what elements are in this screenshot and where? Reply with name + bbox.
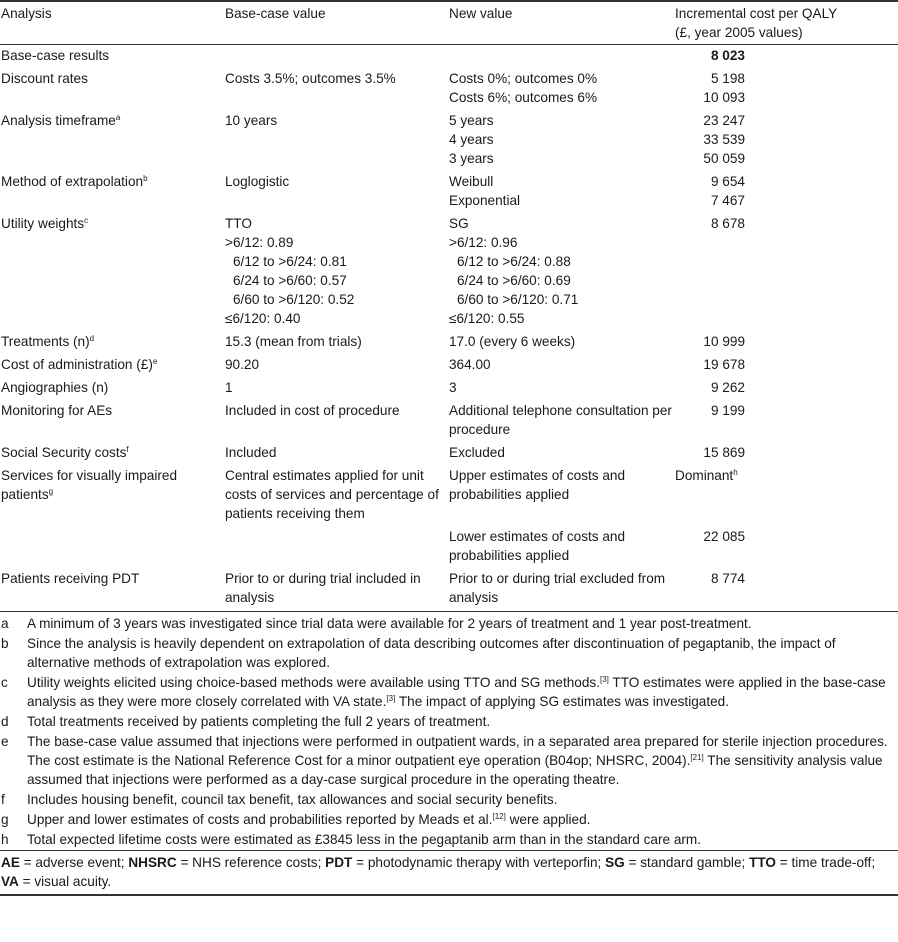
utility-line: 6/60 to >6/120: 0.52 [233, 292, 355, 307]
footnote-letter: g [1, 812, 9, 827]
footnote-text [27, 732, 898, 789]
footnote-letter: e [1, 734, 9, 749]
cell-new: Upper estimates of costs and probabilities applied [449, 468, 626, 502]
cell-empty [224, 45, 448, 69]
footnote-ref: g [48, 487, 54, 496]
table-row-services-lower [0, 526, 898, 568]
utility-line: 6/24 to >6/60: 0.69 [457, 273, 571, 288]
cell-base: Central estimates applied for unit costs of services and percentage of patients receiving them [225, 468, 439, 521]
table-row-base-results [0, 45, 898, 69]
table-row-monitoring [0, 400, 898, 442]
abbreviation: VA [1, 874, 19, 889]
row-label [0, 442, 224, 465]
abbreviation-definition: = adverse event; [19, 855, 129, 870]
utility-line: 6/60 to >6/120: 0.71 [457, 292, 579, 307]
cell-base: 1 [225, 380, 233, 395]
new-value-line: Exponential [449, 193, 521, 208]
new-value-line: Weibull [449, 174, 494, 189]
footnote-c [0, 673, 898, 711]
icer-value: 8 678 [710, 216, 745, 231]
abbreviation: NHSRC [128, 855, 177, 870]
icer-value: 9 199 [710, 403, 745, 418]
icer-value: 50 059 [703, 151, 745, 166]
footnote-text: Total expected lifetime costs were estimated as £3845 less in the pegaptanib arm than in the standard care arm. [27, 832, 702, 847]
row-label [0, 331, 224, 354]
header-icer-line1: Incremental cost per QALY [675, 6, 838, 21]
table-header-row [0, 1, 898, 45]
footnote-text [27, 810, 898, 829]
row-label: Angiographies (n) [1, 380, 109, 395]
footnote-h [0, 830, 898, 849]
footnote-f [0, 790, 898, 809]
footnote-letter: f [1, 792, 5, 807]
utility-line: TTO [225, 216, 252, 231]
footnote-ref: b [143, 174, 148, 183]
row-label [0, 354, 224, 377]
cell-new [448, 68, 674, 110]
header-icer [674, 1, 898, 45]
footnote-text-part: The sensitivity analysis value assumed that injections were performed as a day-case surgical procedure in the operating theatre. [27, 753, 883, 787]
table-row-utility [0, 213, 898, 331]
icer-value: 7 467 [710, 193, 745, 208]
cell-icer [674, 110, 898, 171]
abbreviation: AE [1, 855, 20, 870]
cell-base: Loglogistic [225, 174, 290, 189]
new-value-line: Costs 6%; outcomes 6% [449, 90, 598, 105]
abbreviation: PDT [325, 855, 353, 870]
icer-value: 23 247 [703, 113, 745, 128]
citation-ref: [3] [386, 694, 396, 703]
table-row-discount [0, 68, 898, 110]
utility-line: >6/12: 0.89 [225, 235, 294, 250]
icer-value: Dominant [675, 468, 734, 483]
icer-value: 8 023 [710, 48, 745, 63]
footnote-text: Total treatments received by patients completing the full 2 years of treatment. [27, 714, 491, 729]
cell-new: Additional telephone consultation per procedure [449, 403, 672, 437]
utility-line: ≤6/120: 0.40 [225, 311, 301, 326]
citation-ref: [3] [600, 675, 609, 684]
label-text: Utility weights [1, 216, 85, 231]
footnote-text: Includes housing benefit, council tax benefit, tax allowances and social security benefits. [27, 792, 558, 807]
icer-value: 9 262 [710, 380, 745, 395]
row-label: Discount rates [1, 71, 88, 86]
cell-icer [674, 45, 898, 69]
table-row-extrapolation [0, 171, 898, 213]
new-value-line: Costs 0%; outcomes 0% [449, 71, 598, 86]
cell-icer [674, 568, 898, 610]
utility-line: ≤6/120: 0.55 [449, 311, 525, 326]
table-row-angiographies [0, 377, 898, 400]
table-row-treatments [0, 331, 898, 354]
footnote-text-part: The impact of applying SG estimates was investigated. [395, 694, 730, 709]
cell-icer [674, 354, 898, 377]
cell-new [448, 213, 674, 331]
label-text: Services for visually impaired patients [1, 468, 178, 502]
cell-icer [674, 526, 898, 568]
footnote-letter: b [1, 636, 9, 651]
label-text: Cost of administration (£) [1, 357, 153, 372]
citation-ref: [12] [492, 812, 506, 821]
new-value-line: 5 years [449, 113, 494, 128]
cell-icer [674, 400, 898, 442]
cell-icer [674, 377, 898, 400]
cell-base: 15.3 (mean from trials) [225, 334, 362, 349]
label-text: Treatments (n) [1, 334, 90, 349]
label-text: Social Security costs [1, 445, 127, 460]
icer-value: 5 198 [710, 71, 745, 86]
footnote-text-part: The base-case value assumed that injections were performed in outpatient wards, in a separated area prepared for sterile injection procedures. The cost estimate is the National Reference Cost for a minor outpatient eye operation (B04op; NHSRC, 2004). [27, 734, 888, 768]
footnote-text: A minimum of 3 years was investigated since trial data were available for 2 years of treatment and 1 year post-treatment. [27, 616, 752, 631]
label-text: Method of extrapolation [1, 174, 144, 189]
cell-base: Included [225, 445, 277, 460]
abbreviation-definition: = visual acuity. [18, 874, 112, 889]
citation-ref: [21] [690, 753, 704, 762]
cell-new: Prior to or during trial excluded from analysis [449, 571, 666, 605]
icer-value: 10 093 [703, 90, 745, 105]
footnote-letter: c [1, 675, 8, 690]
cell-new [448, 171, 674, 213]
abbreviations [0, 850, 898, 892]
utility-line: 6/12 to >6/24: 0.81 [233, 254, 347, 269]
utility-line: 6/24 to >6/60: 0.57 [233, 273, 347, 288]
footnote-ref: h [733, 468, 738, 477]
footnote-ref: a [115, 113, 121, 122]
icer-value: 8 774 [710, 571, 745, 586]
abbreviation-definition: = time trade-off; [776, 855, 876, 870]
footnotes [0, 611, 898, 849]
cell-icer [674, 442, 898, 465]
footnote-letter: d [1, 714, 9, 729]
footnote-letter: a [1, 616, 9, 631]
row-label: Patients receiving PDT [1, 571, 140, 586]
cell-base [224, 213, 448, 331]
cell-icer [674, 465, 898, 526]
abbreviation-definition: = standard gamble; [624, 855, 750, 870]
footnote-e [0, 732, 898, 789]
cell-icer [674, 331, 898, 354]
cell-base: Prior to or during trial included in analysis [225, 571, 421, 605]
footnote-ref: c [84, 216, 89, 225]
cell-new: Lower estimates of costs and probabilities applied [449, 529, 626, 563]
cell-new [448, 110, 674, 171]
cell-empty [0, 526, 224, 568]
cell-icer [674, 213, 898, 331]
header-base-case: Base-case value [224, 1, 448, 45]
icer-value: 22 085 [703, 529, 745, 544]
footnote-text-part: TTO estimates were applied in the base-case analysis as they were more closely correlated with VA state. [27, 675, 886, 709]
cell-new: Excluded [449, 445, 505, 460]
icer-value: 9 654 [710, 174, 745, 189]
footnote-ref: e [152, 357, 158, 366]
cell-empty [448, 45, 674, 69]
header-new-value: New value [448, 1, 674, 45]
cell-empty [224, 526, 448, 568]
footnote-text-part: were applied. [505, 812, 591, 827]
row-label [0, 213, 224, 331]
cell-base: 90.20 [225, 357, 260, 372]
footnote-text [27, 673, 898, 711]
new-value-line: 3 years [449, 151, 494, 166]
footnote-text-part: Utility weights elicited using choice-based methods were available using TTO and SG methods. [27, 675, 600, 690]
row-label [0, 465, 224, 526]
abbreviation: SG [605, 855, 625, 870]
bottom-rule [0, 894, 898, 896]
cell-new: 3 [449, 380, 457, 395]
footnote-a [0, 614, 898, 633]
footnote-ref: d [89, 334, 95, 343]
label-text: Analysis timeframe [1, 113, 116, 128]
footnote-letter: h [1, 832, 9, 847]
icer-value: 10 999 [703, 334, 745, 349]
footnote-d [0, 712, 898, 731]
utility-line: >6/12: 0.96 [449, 235, 518, 250]
utility-line: SG [449, 216, 469, 231]
icer-value: 15 869 [703, 445, 745, 460]
cell-base: 10 years [225, 113, 278, 128]
footnote-text: Since the analysis is heavily dependent on extrapolation of data describing outcomes after discontinuation of pegaptanib, the impact of alternative methods of extrapolation was explored. [27, 636, 836, 670]
table-row-pdt [0, 568, 898, 610]
footnote-b [0, 634, 898, 672]
new-value-line: 4 years [449, 132, 494, 147]
utility-line: 6/12 to >6/24: 0.88 [457, 254, 571, 269]
table-row-services [0, 465, 898, 526]
row-label [0, 171, 224, 213]
footnote-g [0, 810, 898, 829]
row-label: Monitoring for AEs [1, 403, 113, 418]
row-label [0, 110, 224, 171]
icer-value: 33 539 [703, 132, 745, 147]
abbreviation: TTO [749, 855, 776, 870]
abbreviation-definition: = NHS reference costs; [176, 855, 326, 870]
cell-icer [674, 68, 898, 110]
footnote-text-part: Upper and lower estimates of costs and probabilities reported by Meads et al. [27, 812, 493, 827]
table-row-social-security [0, 442, 898, 465]
table-row-timeframe [0, 110, 898, 171]
table-row-administration [0, 354, 898, 377]
footnote-ref: f [126, 445, 129, 454]
abbreviation-definition: = photodynamic therapy with verteporfin; [352, 855, 606, 870]
cell-new: 17.0 (every 6 weeks) [449, 334, 576, 349]
icer-value: 19 678 [703, 357, 745, 372]
cell-new: 364.00 [449, 357, 491, 372]
cell-base: Included in cost of procedure [225, 403, 400, 418]
header-icer-line2: (£, year 2005 values) [675, 25, 803, 40]
cell-icer [674, 171, 898, 213]
header-analysis: Analysis [0, 1, 224, 45]
row-label: Base-case results [1, 48, 110, 63]
cell-base: Costs 3.5%; outcomes 3.5% [225, 71, 396, 86]
